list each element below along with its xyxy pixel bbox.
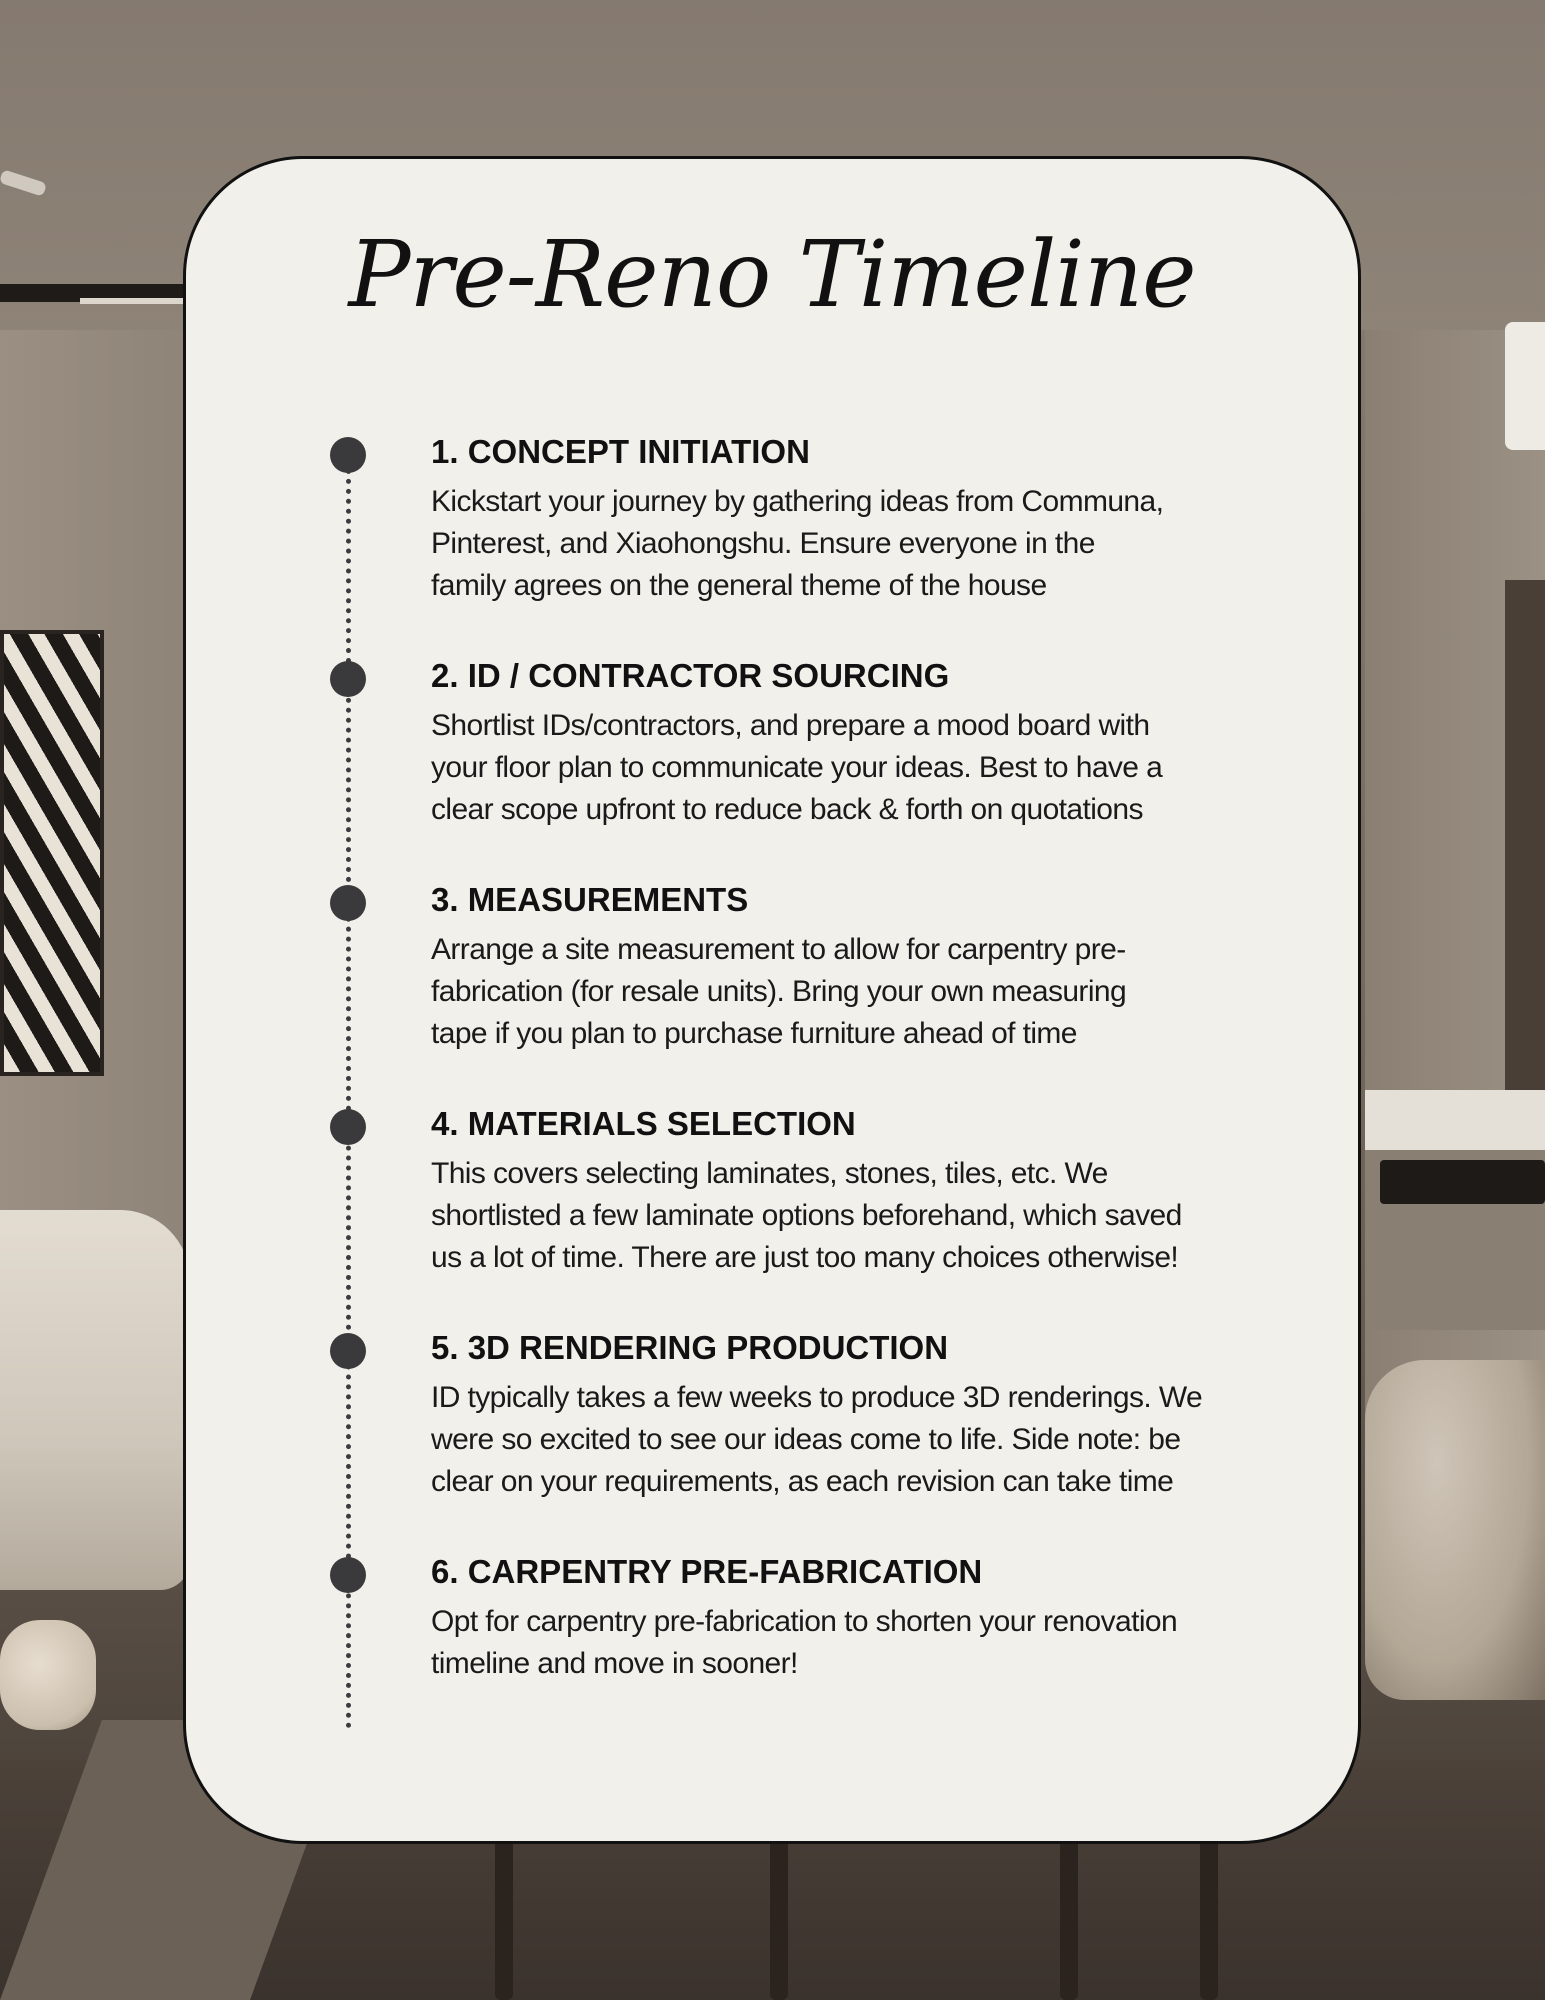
timeline-dotted-line (346, 459, 351, 1729)
step-heading: 4. MATERIALS SELECTION (431, 1105, 856, 1142)
table-leg (770, 1830, 788, 2000)
step-description-line: shortlisted a few laminate options beforehand, which saved (431, 1199, 1182, 1232)
air-conditioner (1505, 322, 1545, 450)
step-heading: 5. 3D RENDERING PRODUCTION (431, 1329, 949, 1366)
step-description (431, 1153, 1251, 1279)
timeline-dot (330, 437, 366, 473)
step-description-line: your floor plan to communicate your ideas. Best to have a (431, 751, 1163, 784)
timeline-dot (330, 885, 366, 921)
step-description-line: tape if you plan to purchase furniture ahead of time (431, 1017, 1077, 1050)
step-description-line: us a lot of time. There are just too many choices otherwise! (431, 1241, 1179, 1274)
step-description-line: clear scope upfront to reduce back & forth on quotations (431, 793, 1143, 826)
step-heading: 1. CONCEPT INITIATION (431, 433, 810, 470)
table-leg (495, 1830, 513, 2000)
step-description (431, 1377, 1251, 1503)
step-description (431, 929, 1251, 1055)
timeline-dot (330, 661, 366, 697)
step-description-line: were so excited to see our ideas come to life. Side note: be (431, 1423, 1181, 1456)
step-description (431, 481, 1251, 607)
timeline-card (183, 156, 1361, 1844)
step-heading: 3. MEASUREMENTS (431, 881, 749, 918)
cabinet-rail (1380, 1160, 1545, 1204)
step-description-line: fabrication (for resale units). Bring your own measuring (431, 975, 1127, 1008)
step-description-line: clear on your requirements, as each revision can take time (431, 1465, 1174, 1498)
step-description-line: ID typically takes a few weeks to produce 3D renderings. We (431, 1381, 1203, 1414)
timeline-dot (330, 1109, 366, 1145)
door-frame (1505, 580, 1545, 1100)
timeline-dot (330, 1557, 366, 1593)
wall-painting (0, 630, 104, 1076)
sofa (0, 1210, 190, 1590)
step-description-line: This covers selecting laminates, stones, tiles, etc. We (431, 1157, 1108, 1190)
counter-top (1365, 1090, 1545, 1150)
step-description-line: Arrange a site measurement to allow for carpentry pre- (431, 933, 1126, 966)
page-title: Pre-Reno Timeline (348, 221, 1196, 328)
step-description-line: Pinterest, and Xiaohongshu. Ensure everyone in the (431, 527, 1095, 560)
step-description-line: Shortlist IDs/contractors, and prepare a mood board with (431, 709, 1150, 742)
step-description-line: timeline and move in sooner! (431, 1647, 798, 1680)
table-leg (1200, 1830, 1218, 2000)
timeline-dot (330, 1333, 366, 1369)
dining-chair (1365, 1360, 1545, 1700)
step-description-line: Kickstart your journey by gathering ideas from Communa, (431, 485, 1164, 518)
table-leg (1060, 1830, 1078, 2000)
step-description-line: Opt for carpentry pre-fabrication to shorten your renovation (431, 1605, 1178, 1638)
light-strip (80, 298, 200, 304)
step-description-line: family agrees on the general theme of the house (431, 569, 1047, 602)
step-description (431, 1601, 1251, 1685)
step-heading: 2. ID / CONTRACTOR SOURCING (431, 657, 950, 694)
step-description (431, 705, 1251, 831)
knot-cushion (0, 1620, 96, 1730)
step-heading: 6. CARPENTRY PRE-FABRICATION (431, 1553, 983, 1590)
